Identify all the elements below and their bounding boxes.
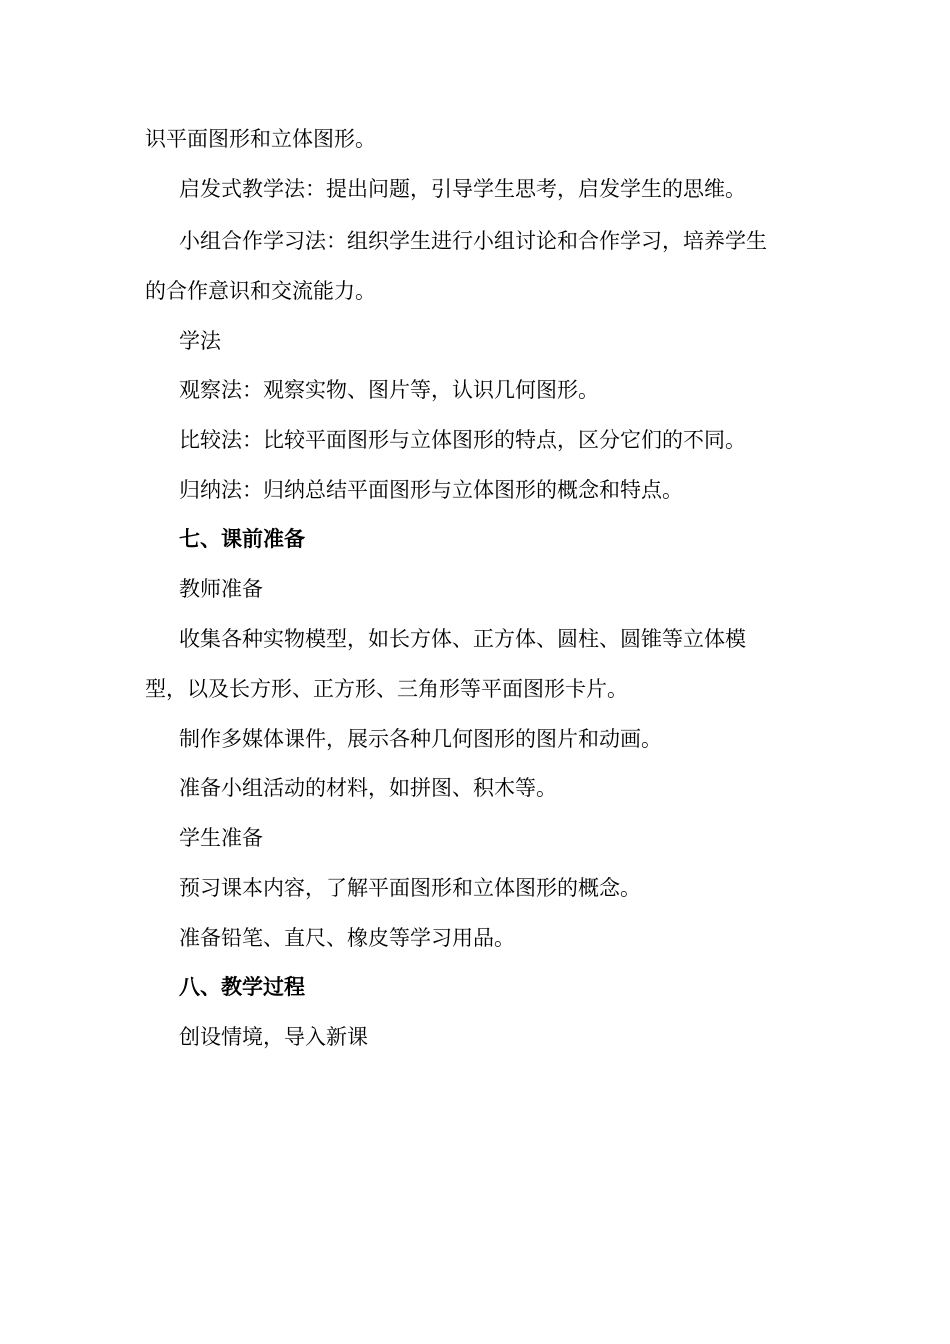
text-line: 的合作意识和交流能力。 [145, 279, 376, 303]
text-line: 识平面图形和立体图形。 [145, 127, 376, 151]
text-line: 型，以及长方形、正方形、三角形等平面图形卡片。 [145, 677, 628, 701]
text-line: 制作多媒体课件，展示各种几何图形的图片和动画。 [179, 727, 662, 751]
text-line: 创设情境，导入新课 [179, 1025, 368, 1049]
subheading: 教师准备 [179, 577, 263, 601]
text-line: 预习课本内容，了解平面图形和立体图形的概念。 [179, 876, 641, 900]
section-heading: 七、课前准备 [179, 526, 305, 551]
text-line: 准备铅笔、直尺、橡皮等学习用品。 [179, 926, 515, 950]
text-line: 小组合作学习法：组织学生进行小组讨论和合作学习，培养学生 [179, 229, 767, 253]
subheading: 学生准备 [179, 826, 263, 850]
text-line: 观察法：观察实物、图片等，认识几何图形。 [179, 378, 599, 402]
subheading: 学法 [179, 329, 221, 353]
text-line: 准备小组活动的材料，如拼图、积木等。 [179, 776, 557, 800]
text-line: 收集各种实物模型，如长方体、正方体、圆柱、圆锥等立体模 [179, 627, 746, 651]
section-heading: 八、教学过程 [179, 974, 305, 999]
text-line: 比较法：比较平面图形与立体图形的特点，区分它们的不同。 [179, 428, 746, 452]
text-line: 启发式教学法：提出问题，引导学生思考，启发学生的思维。 [179, 177, 746, 201]
text-line: 归纳法：归纳总结平面图形与立体图形的概念和特点。 [179, 478, 683, 502]
